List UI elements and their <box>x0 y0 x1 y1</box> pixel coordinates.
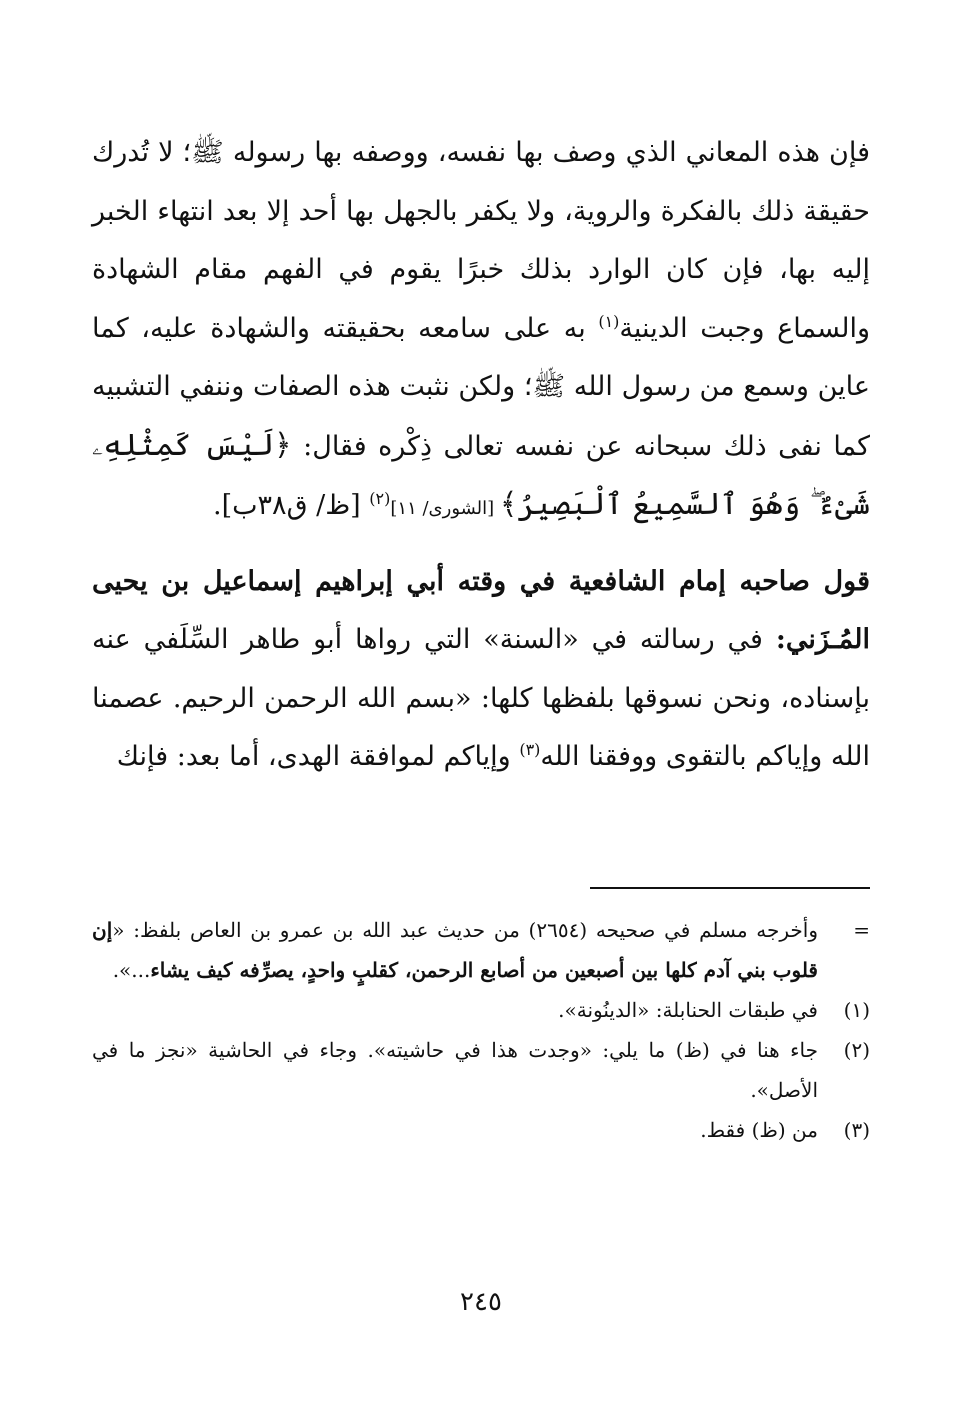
footnote-2-number: (٢) <box>843 1038 870 1062</box>
footnote-2-text: جاء هنا في (ظ) ما يلي: «وجدت هذا في حاشيته». وجاء في الحاشية «نجز ما في الأصل». <box>92 1038 818 1102</box>
manuscript-reference: [ظ/ ق٣٨ب]. <box>213 490 370 521</box>
footnote-2 <box>92 1030 870 1110</box>
quran-reference: [الشورى/ ١١] <box>390 498 500 519</box>
section-heading: قول صاحبه إمام الشافعية في وقته أبي إبراهيم إسماعيل بن يحيى المُـزَني: <box>92 565 870 655</box>
continuation-text-b: ...». <box>112 958 151 982</box>
footnote-3 <box>92 1110 870 1150</box>
footnote-continuation <box>92 910 870 990</box>
main-text <box>92 124 870 787</box>
paragraph-2-text-a: في رسالته في «السنة» التي رواها أبو طاهر السِّلَفي عنه بإسناده، ونحن نسوقها بلفظها كلها: «بسم الله الرحمن الرحيم. عصمنا الله وإياكم بالتقوى ووفقنا الله <box>92 624 870 772</box>
paragraph-2 <box>92 553 870 787</box>
paragraph-1-text-a: فإن هذه المعاني الذي وصف بها نفسه، ووصفه بها رسوله ﷺ؛ لا تُدرك حقيقة ذلك بالفكرة والروية، ولا يكفر بالجهل بها أحد إلا بعد انتهاء الخبر إليه بها، فإن كان الوارد بذلك خبرًا يقوم في الفهم مقام الشهادة والسماع وجبت الدينية <box>92 137 870 344</box>
paragraph-2-text-b: وإياكم لموافقة الهدى، أما بعد: فإنك <box>116 741 520 772</box>
footnote-3-number: (٣) <box>843 1118 870 1142</box>
paragraph-1-text-b: به على سامعه بحقيقته والشهادة عليه، كما عاين وسمع من رسول الله ﷺ؛ ولكن نثبت هذه الصفات وننفي التشبيه كما نفى ذلك سبحانه عن نفسه تعالى ذِكْره فقال: <box>92 312 871 462</box>
footnote-ref-1: (١) <box>598 311 620 331</box>
footnote-1-text: في طبقات الحنابلة: «الدينُونة». <box>558 998 818 1022</box>
footnote-continuation-text <box>92 910 818 990</box>
footnote-1 <box>92 990 870 1030</box>
footnote-ref-2: (٢) <box>369 489 391 508</box>
footnotes <box>92 910 870 1150</box>
page-number: ٢٤٥ <box>460 1287 502 1317</box>
footnote-separator <box>590 887 870 889</box>
quran-verse: ﴿لَيْسَ كَمِثْلِهِۦ شَىْءٌ ۖ وَهُوَ ٱلسَّمِيعُ ٱلْبَصِيرُ﴾ <box>92 427 870 522</box>
hadith-quote: إن قلوب بني آدم كلها بين أصبعين من أصابع الرحمن، كقلبٍ واحدٍ، يصرِّفه كيف يشاء <box>92 918 818 982</box>
continuation-marker: = <box>853 918 870 942</box>
footnote-1-number: (١) <box>843 998 870 1022</box>
footnote-3-text: من (ظ) فقط. <box>700 1118 818 1142</box>
paragraph-1 <box>92 124 870 539</box>
footnote-ref-3: (٣) <box>519 740 541 759</box>
continuation-text-a: وأخرجه مسلم في صحيحه (٢٦٥٤) من حديث عبد الله بن عمرو بن العاص بلفظ: « <box>112 918 818 942</box>
